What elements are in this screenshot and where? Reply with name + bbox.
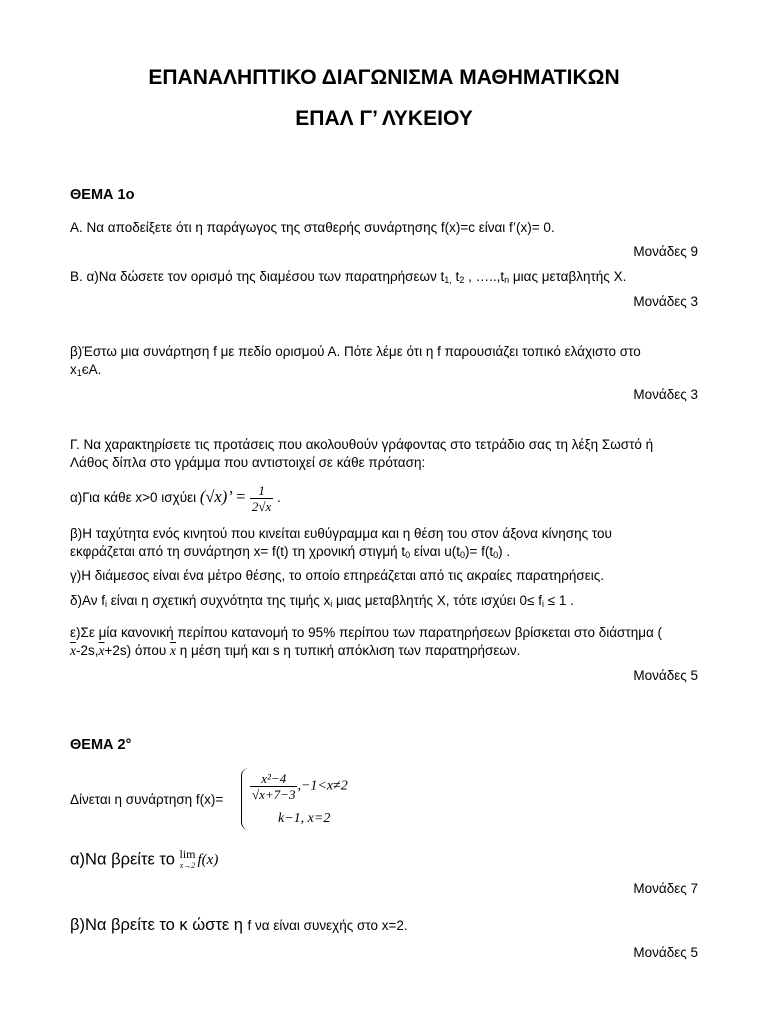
qb-text3: , …..,t <box>464 269 505 284</box>
question-a: Α. Να αποδείξετε ότι η παράγωγος της σταθερής συνάρτησης f(x)=c είναι f’(x)= 0. <box>70 220 555 235</box>
sd-d: ≤ 1 . <box>543 593 574 608</box>
sd-sub3: i <box>541 599 544 609</box>
se-xbar3: $\overline{x}$ <box>170 643 176 658</box>
document-title: ΕΠΑΝΑΛΗΠΤΙΚΟ ΔΙΑΓΩΝΙΣΜΑ ΜΑΘΗΜΑΤΙΚΩΝ <box>148 66 620 89</box>
q2b-rest: f να είναι συνεχής στο x=2. <box>247 918 408 933</box>
se-mid2: +2s) όπου <box>104 643 170 658</box>
question-2-beta <box>70 916 408 935</box>
qb-text2: t <box>451 269 460 284</box>
case1-cond: ,−1<x≠2 <box>297 778 348 794</box>
marks-b-alpha: Μονάδες 3 <box>633 294 698 309</box>
question-b-beta-line2 <box>70 362 101 378</box>
piecewise-case1 <box>250 771 348 802</box>
sb-sub1: 0 <box>405 550 411 560</box>
sd-sub1: i <box>105 599 108 609</box>
qbb-rest: єΑ. <box>81 362 102 377</box>
statement-epsilon-line1: ε)Σε μία κανονική περίπου κατανομή το 95% περίπου των παρατηρήσεων βρίσκεται στο διάστημα ( <box>70 625 663 640</box>
sa-text: α)Για κάθε x>0 ισχύει <box>70 490 200 506</box>
marks-2-alpha: Μονάδες 7 <box>633 881 698 896</box>
qbb-sub: 1 <box>76 368 82 378</box>
sb-c: )= f(t <box>464 544 494 559</box>
sb-sub3: 0 <box>493 550 499 560</box>
limit-operator <box>179 849 195 871</box>
q2a-text: α)Να βρείτε το <box>70 850 180 869</box>
marks-g: Μονάδες 5 <box>633 668 698 683</box>
sb-b: είναι u(t <box>410 544 460 559</box>
qb-text4: μιας μεταβλητής Χ. <box>509 269 627 284</box>
question-2-alpha <box>70 849 218 871</box>
sd-b: είναι η σχετική συχνότητα της τιμής x <box>107 593 331 608</box>
question-g-line2: Λάθος δίπλα στο γράμμα που αντιστοιχεί σε κάθε πρόταση: <box>70 455 426 470</box>
marks-2-beta: Μονάδες 5 <box>633 945 698 960</box>
qb-sub1: 1, <box>444 275 452 285</box>
se-xbar1: $\overline{x}$ <box>70 643 76 658</box>
qb-text1: Β. α)Να δώσετε τον ορισμό της διαμέσου των παρατηρήσεων t <box>70 269 445 284</box>
sa-fraction <box>250 483 273 514</box>
sa-num: 1 <box>250 483 273 499</box>
case1-num: x²−4 <box>250 771 297 787</box>
statement-beta-line2 <box>70 544 510 560</box>
statement-beta-line1: β)Η ταχύτητα ενός κινητού που κινείται ευθύγραμμα και η θέση του στον άξονα κίνησης του <box>70 526 612 541</box>
sd-c: μιας μεταβλητής Χ, τότε ισχύει 0≤ f <box>332 593 542 608</box>
case1-fraction <box>250 771 297 802</box>
function-label: Δίνεται η συνάρτηση f(x)= <box>70 792 224 807</box>
se-xbar2: $\overline{x}$ <box>98 643 105 658</box>
theme2-heading: ΘΕΜΑ 2° <box>70 737 132 753</box>
lim-word: lim <box>179 847 196 861</box>
sb-d: ) . <box>498 544 511 559</box>
statement-gamma: γ)Η διάμεσος είναι ένα μέτρο θέσης, το οποίο επηρεάζεται από τις ακραίες παρατηρήσεις. <box>70 568 604 583</box>
limit-fx: f(x) <box>197 852 219 869</box>
statement-epsilon-line2 <box>70 643 520 659</box>
theme1-heading: ΘΕΜΑ 1ο <box>70 187 135 203</box>
piecewise-case2: k−1, x=2 <box>278 811 331 826</box>
question-b-alpha <box>70 269 626 285</box>
qb-sub2: 2 <box>459 275 465 285</box>
q2b-text: β)Να βρείτε το κ ώστε η <box>70 916 248 934</box>
case1-den: √x+7−3 <box>252 787 296 802</box>
se-mid1: -2s, <box>76 643 99 658</box>
statement-delta <box>70 593 574 609</box>
question-g-line1: Γ. Να χαρακτηρίσετε τις προτάσεις που ακολουθούν γράφοντας στο τετράδιο σας τη λέξη Σωστό ή <box>70 437 654 452</box>
sd-a: δ)Αν f <box>70 593 106 608</box>
sa-den: 2√x <box>251 499 272 514</box>
sb-sub2: 0 <box>459 550 465 560</box>
sa-end: . <box>273 490 281 506</box>
marks-b-beta: Μονάδες 3 <box>633 387 698 402</box>
question-b-beta-line1: β)Έστω μια συνάρτηση f με πεδίο ορισμού Α. Πότε λέμε ότι η f παρουσιάζει τοπικό ελάχιστο στο <box>70 344 641 359</box>
qb-sub3: n <box>504 275 510 285</box>
sd-sub2: i <box>330 599 333 609</box>
qbb-x: x <box>70 362 77 377</box>
sa-paren: (√x)’ = <box>199 487 247 507</box>
marks-a: Μονάδες 9 <box>633 244 698 259</box>
piecewise-brace <box>241 768 250 830</box>
statement-alpha <box>70 483 281 514</box>
sb-a: εκφράζεται από τη συνάρτηση x= f(t) τη χρονική στιγμή t <box>70 544 406 559</box>
lim-sub: x→2 <box>179 861 196 870</box>
se-end: η μέση τιμή και s η τυπική απόκλιση των παρατηρήσεων. <box>176 643 521 658</box>
document-subtitle: ΕΠΑΛ Γ’ ΛΥΚΕΙΟΥ <box>295 107 473 130</box>
